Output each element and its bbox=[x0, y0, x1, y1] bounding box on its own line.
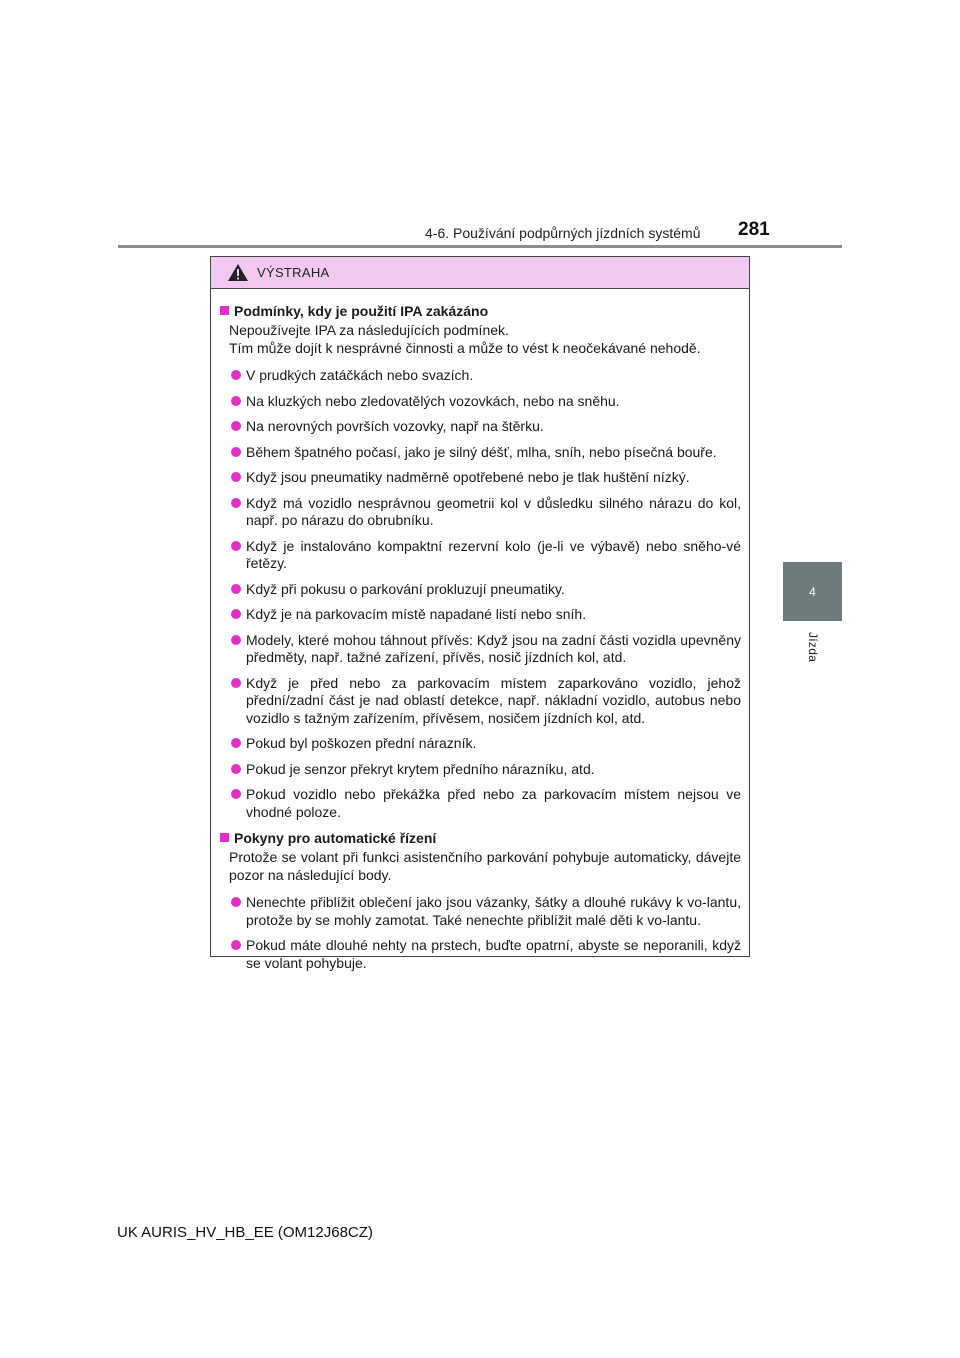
list-item bbox=[220, 469, 741, 487]
chapter-label: Jízda bbox=[806, 632, 820, 663]
round-bullet-icon bbox=[231, 584, 241, 594]
list-item bbox=[220, 393, 741, 411]
section-heading-text: Pokyny pro automatické řízení bbox=[234, 830, 437, 846]
square-bullet-icon bbox=[220, 833, 229, 842]
round-bullet-icon bbox=[231, 897, 241, 907]
list-item-text: Když je před nebo za parkovacím místem zaparkováno vozidlo, jehož přední/zadní část je nad oblastí detekce, např. nákladní vozidlo, autobus nebo vozidlo s tažným zařízením, přívěsem, nosičem jízdních kol, atd. bbox=[246, 674, 741, 726]
section-heading bbox=[220, 829, 741, 847]
section-heading bbox=[220, 302, 741, 320]
square-bullet-icon bbox=[220, 306, 229, 315]
list-item-text: Modely, které mohou táhnout přívěs: Když jsou na zadní části vozidla upevněny předměty, např. tažné zařízení, přívěs, nosič jízdních kol, atd. bbox=[246, 631, 741, 665]
warning-title: VÝSTRAHA bbox=[257, 265, 330, 280]
list-item-text: Když má vozidlo nesprávnou geometrii kol v důsledku silného nárazu do kol, např. po nárazu do obrubníku. bbox=[246, 494, 741, 528]
list-item-text: Když při pokusu o parkování prokluzují pneumatiky. bbox=[246, 580, 565, 597]
list-item-text: Pokud byl poškozen přední nárazník. bbox=[246, 735, 477, 751]
section-intro: Protože se volant při funkci asistenčního parkování pohybuje automaticky, dávejte pozor na následující body. bbox=[229, 849, 741, 883]
list-item-text: V prudkých zatáčkách nebo svazích. bbox=[246, 367, 474, 383]
warning-triangle-icon bbox=[227, 263, 249, 282]
list-item-text: Když jsou pneumatiky nadměrně opotřebené nebo je tlak huštění nízký. bbox=[246, 469, 690, 485]
round-bullet-icon bbox=[231, 421, 241, 431]
list-item bbox=[220, 937, 741, 972]
list-item bbox=[220, 786, 741, 821]
list-item bbox=[220, 606, 741, 624]
list-item bbox=[220, 761, 741, 779]
round-bullet-icon bbox=[231, 396, 241, 406]
chapter-tab bbox=[783, 562, 842, 621]
page-number: 281 bbox=[738, 219, 770, 240]
list-item bbox=[220, 894, 741, 929]
section-heading-text: Podmínky, kdy je použití IPA zakázáno bbox=[234, 303, 489, 319]
header-divider bbox=[118, 245, 842, 248]
warning-content bbox=[211, 289, 749, 972]
round-bullet-icon bbox=[231, 764, 241, 774]
warning-box bbox=[210, 256, 750, 971]
chapter-number: 4 bbox=[809, 584, 816, 599]
list-item-text: Na nerovných površích vozovky, např na štěrku. bbox=[246, 418, 544, 434]
round-bullet-icon bbox=[231, 370, 241, 380]
list-item bbox=[220, 632, 741, 667]
list-item-text: Pokud je senzor překryt krytem předního nárazníku, atd. bbox=[246, 760, 595, 777]
list-item-text: Nenechte přiblížit oblečení jako jsou vázanky, šátky a dlouhé rukávy k vo-lantu, protože by se mohly zamotat. Také nenechte přiblížit malé děti k vo-lantu. bbox=[246, 894, 741, 928]
list-item-text: Pokud máte dlouhé nehty na prstech, buďte opatrní, abyste se neporanili, když se volant pohybuje. bbox=[246, 937, 741, 971]
list-item bbox=[220, 581, 741, 599]
list-item bbox=[220, 367, 741, 385]
warning-header bbox=[211, 257, 749, 289]
round-bullet-icon bbox=[231, 609, 241, 619]
list-item bbox=[220, 735, 741, 753]
round-bullet-icon bbox=[231, 472, 241, 482]
round-bullet-icon bbox=[231, 447, 241, 457]
round-bullet-icon bbox=[231, 541, 241, 551]
model-code: UK AURIS_HV_HB_EE (OM12J68CZ) bbox=[117, 1224, 373, 1241]
list-item-text: Během špatného počasí, jako je silný déšť, mlha, sníh, nebo písečná bouře. bbox=[246, 443, 717, 460]
list-item-text: Když je na parkovacím místě napadané listí nebo sníh. bbox=[246, 606, 587, 622]
list-item bbox=[220, 418, 741, 436]
section-title: 4-6. Používání podpůrných jízdních systémů bbox=[425, 225, 701, 241]
round-bullet-icon bbox=[231, 738, 241, 748]
section-intro: Nepoužívejte IPA za následujících podmínek. Tím může dojít k nesprávné činnosti a může to vést k neočekávané nehodě. bbox=[229, 322, 701, 356]
round-bullet-icon bbox=[231, 678, 241, 688]
list-item-text: Na kluzkých nebo zledovatělých vozovkách, nebo na sněhu. bbox=[246, 392, 620, 409]
list-item bbox=[220, 444, 741, 462]
round-bullet-icon bbox=[231, 498, 241, 508]
round-bullet-icon bbox=[231, 789, 241, 799]
list-item bbox=[220, 538, 741, 573]
round-bullet-icon bbox=[231, 940, 241, 950]
list-item bbox=[220, 675, 741, 728]
list-item-text: Pokud vozidlo nebo překážka před nebo za parkovacím místem nejsou ve vhodné poloze. bbox=[246, 786, 741, 820]
list-item bbox=[220, 495, 741, 530]
list-item-text: Když je instalováno kompaktní rezervní kolo (je-li ve výbavě) nebo sněho-vé řetězy. bbox=[246, 537, 741, 571]
round-bullet-icon bbox=[231, 635, 241, 645]
